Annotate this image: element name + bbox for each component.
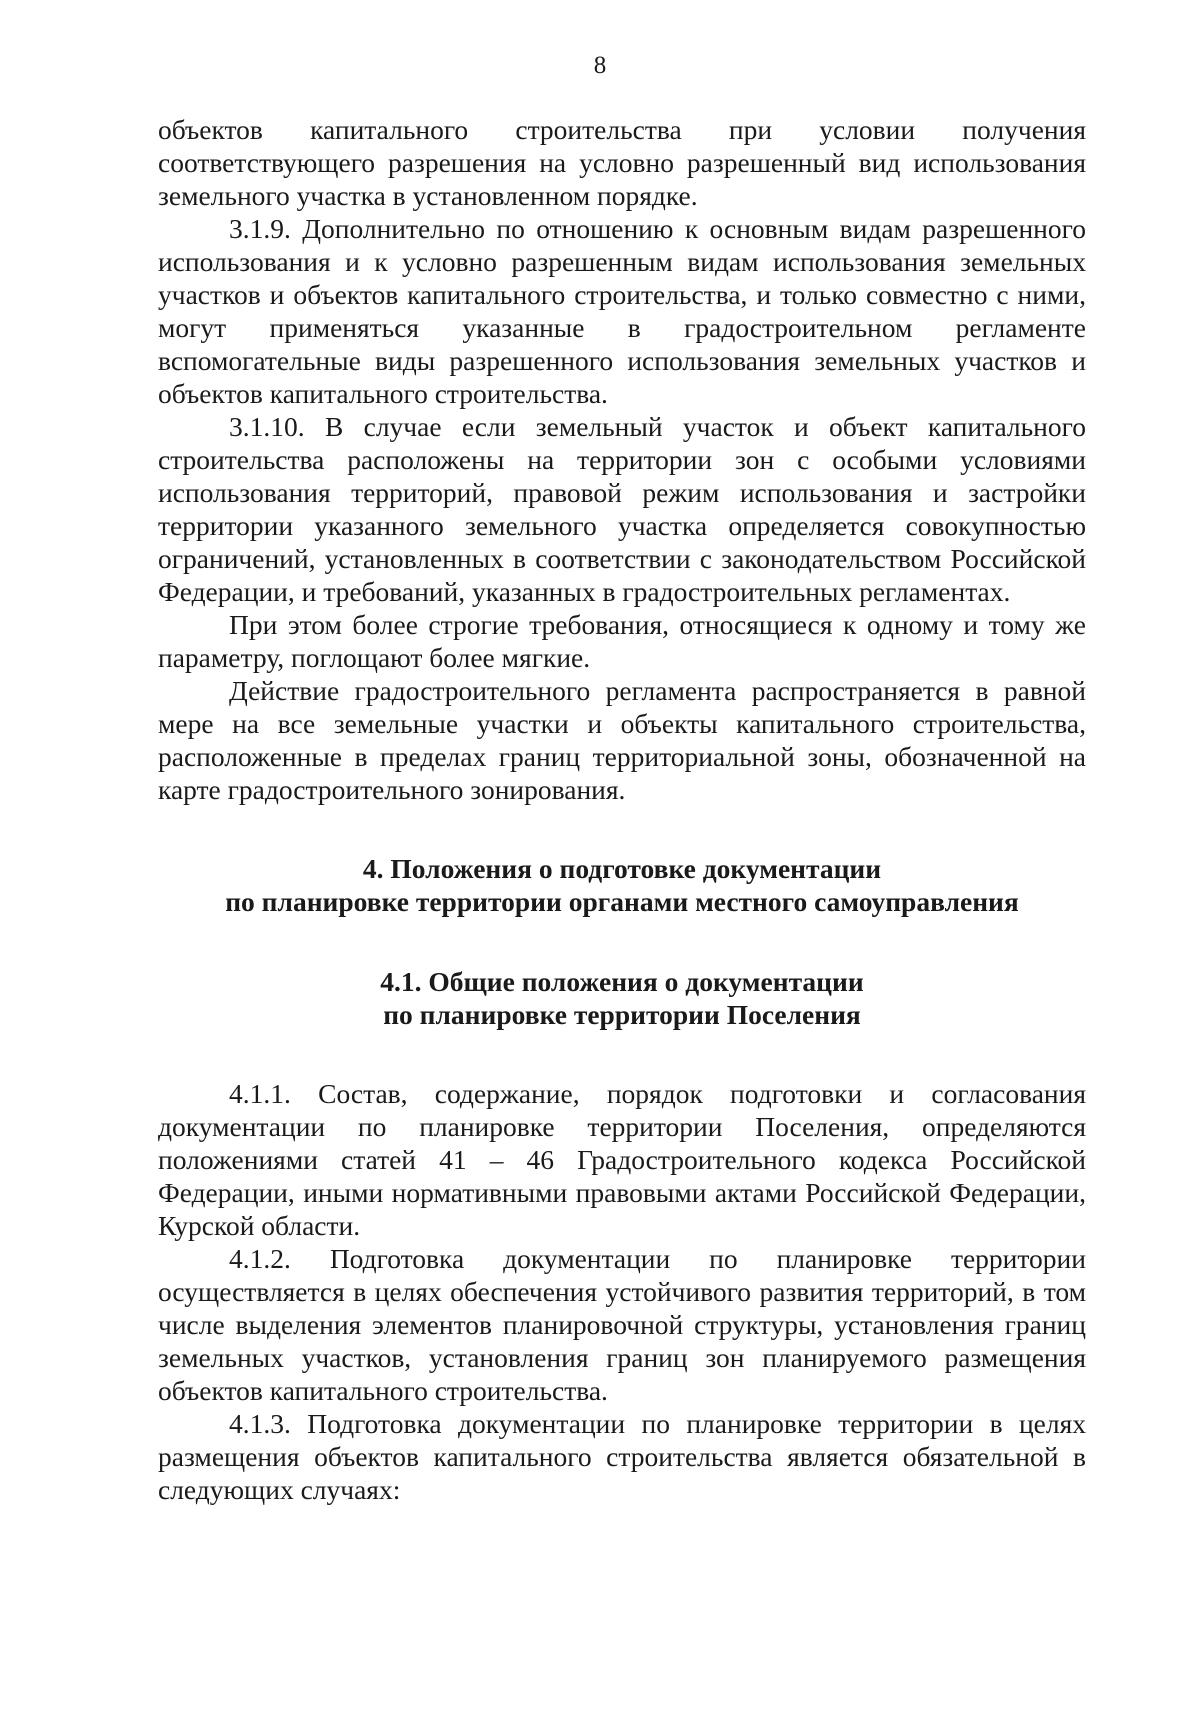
section-4-heading-line1: 4. Положения о подготовке документации <box>362 853 882 884</box>
paragraph-4-1-1: 4.1.1. Состав, содержание, порядок подготовки и согласования документации по планировке территории Поселения, определяются положениями статей 41 – 46 Градостроительного кодекса Российской Федерации, иными нормативными правовыми актами Российской Федерации, Курской области. <box>158 1078 1086 1241</box>
paragraph-continuation: объектов капитального строительства при условии получения соответствующего разрешения на условно разрешенный вид использования земельного участка в установленном порядке. <box>158 114 1086 211</box>
paragraph-regulation-scope: Действие градостроительного регламента распространяется в равной мере на все земельные участки и объекты капитального строительства, расположенные в пределах границ территориальной зоны, обозначенной на карте градостроительного зонирования. <box>158 675 1086 805</box>
section-4-1-heading-line2: по планировке территории Поселения <box>383 999 861 1030</box>
section-4-1-heading-line1: 4.1. Общие положения о документации <box>380 966 864 997</box>
page-number: 8 <box>593 52 607 79</box>
section-4-heading <box>158 852 1086 918</box>
paragraph-4-1-3: 4.1.3. Подготовка документации по планировке территории в целях размещения объектов капитального строительства является обязательной в следующих случаях: <box>158 1408 1086 1505</box>
paragraph-3-1-10: 3.1.10. В случае если земельный участок и объект капитального строительства расположены на территории зон с особыми условиями использования территорий, правовой режим использования и застройки территории указанного земельного участка определяется совокупностью ограничений, установленных в соответствии с законодательством Российской Федерации, и требований, указанных в градостроительных регламентах. <box>158 411 1086 607</box>
paragraph-strict-requirements: При этом более строгие требования, относящиеся к одному и тому же параметру, поглощают более мягкие. <box>158 609 1086 673</box>
paragraph-3-1-9: 3.1.9. Дополнительно по отношению к основным видам разрешенного использования и к условно разрешенным видам использования земельных участков и объектов капитального строительства, и только совместно с ними, могут применяться указанные в градостроительном регламенте вспомогательные виды разрешенного использования земельных участков и объектов капитального строительства. <box>158 213 1086 409</box>
paragraph-4-1-2: 4.1.2. Подготовка документации по планировке территории осуществляется в целях обеспечения устойчивого развития территорий, в том числе выделения элементов планировочной структуры, установления границ земельных участков, установления границ зон планируемого размещения объектов капитального строительства. <box>158 1243 1086 1406</box>
section-4-heading-line2: по планировке территории органами местного самоуправления <box>225 886 1019 917</box>
section-4-1-heading <box>158 965 1086 1031</box>
document-body <box>158 113 1086 1506</box>
